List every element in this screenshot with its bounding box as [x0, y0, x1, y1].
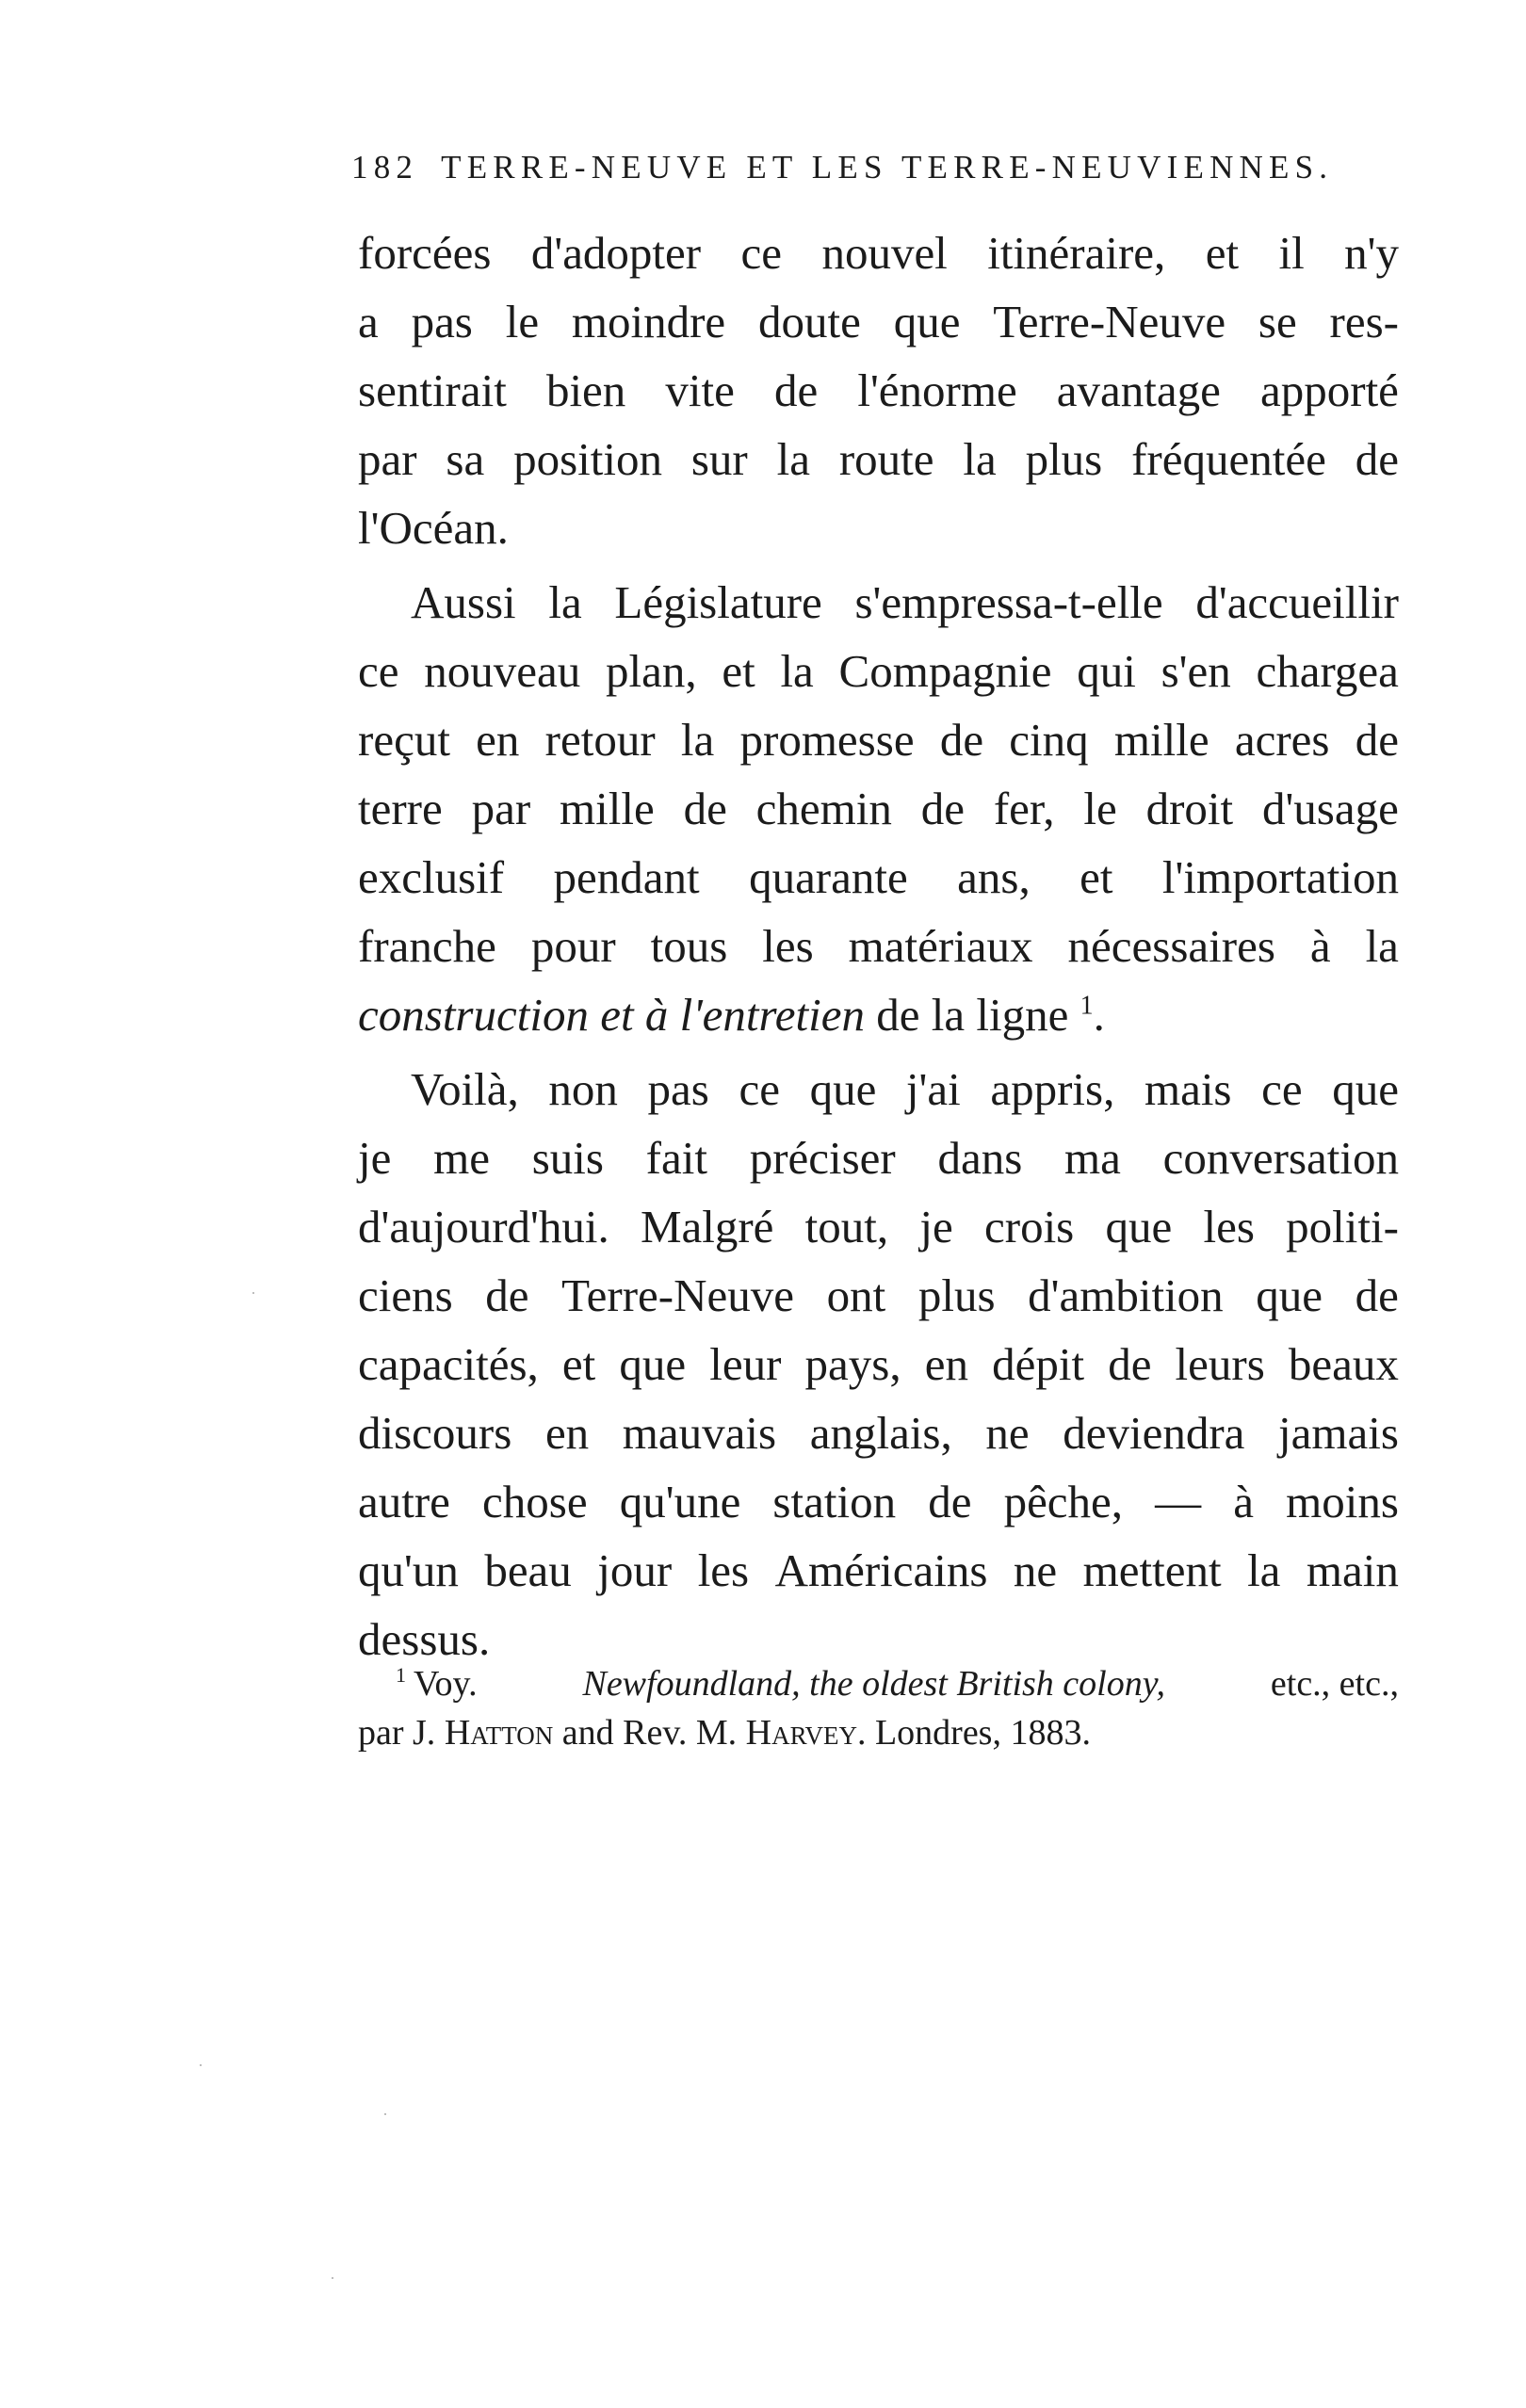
- scan-speck: [252, 1292, 254, 1294]
- footnote-par: par J.: [358, 1713, 436, 1753]
- running-title: TERRE-NEUVE ET LES TERRE-NEUVIENNES.: [441, 149, 1334, 186]
- text-line-with-note: [358, 980, 1399, 1049]
- text-line: qu'un beau jour les Américains ne mettent la main: [358, 1544, 1399, 1596]
- footnote-line-2: [358, 1708, 1399, 1757]
- text-line: d'aujourd'hui. Malgré tout, je crois que les politi-: [358, 1201, 1399, 1252]
- text-line: autre chose qu'une station de pêche, — à moins: [358, 1476, 1399, 1527]
- italic-phrase: construction et à l'entretien: [358, 989, 866, 1041]
- text-line: capacités, et que leur pays, en dépit de leurs beaux: [358, 1338, 1399, 1390]
- text-line: ciens de Terre-Neuve ont plus d'ambition que de: [358, 1269, 1399, 1321]
- line-end-punctuation: .: [1093, 989, 1105, 1041]
- text-line: sentirait bien vite de l'énorme avantage apporté: [358, 364, 1399, 416]
- footnote-marker: 1: [396, 1663, 406, 1688]
- text-line: forcées d'adopter ce nouvel itinéraire, et il n'y: [358, 227, 1399, 279]
- scan-speck: [332, 2277, 333, 2279]
- page-number: 182: [351, 149, 419, 186]
- text-line: l'Océan.: [358, 502, 509, 554]
- footnote-voy: Voy.: [414, 1664, 478, 1704]
- footnote-and: and Rev. M.: [561, 1713, 738, 1753]
- text-line: franche pour tous les matériaux nécessaires à la: [358, 920, 1399, 972]
- text-line: reçut en retour la promesse de cinq mille acres de: [358, 714, 1399, 766]
- paragraph-2: [358, 568, 1399, 1049]
- roman-phrase: de la ligne: [876, 989, 1069, 1041]
- running-head: [351, 151, 1388, 184]
- footnote-author-2: Harvey: [745, 1713, 857, 1753]
- body-text: [358, 218, 1399, 1673]
- paragraph-1: [358, 218, 1399, 562]
- scan-speck: [200, 2064, 202, 2066]
- footnote-book-title: Newfoundland, the oldest British colony,: [582, 1664, 1165, 1704]
- text-line: je me suis fait préciser dans ma conversation: [358, 1132, 1399, 1184]
- text-line: ce nouveau plan, et la Compagnie qui s'en chargea: [358, 645, 1399, 697]
- text-line: dessus.: [358, 1613, 491, 1665]
- text-line: terre par mille de chemin de fer, le droit d'usage: [358, 783, 1399, 834]
- text-line: discours en mauvais anglais, ne deviendra jamais: [358, 1407, 1399, 1459]
- text-line: Aussi la Législature s'empressa-t-elle d'accueillir: [411, 576, 1399, 628]
- footnote-line-1: [358, 1659, 1399, 1708]
- footnote-etc: etc., etc.,: [1270, 1664, 1399, 1704]
- footnote: [358, 1659, 1399, 1757]
- text-line: par sa position sur la route la plus fréquentée de: [358, 433, 1399, 485]
- footnote-reference[interactable]: 1: [1080, 991, 1094, 1021]
- footnote-place-year: . Londres, 1883.: [856, 1713, 1091, 1753]
- text-line: exclusif pendant quarante ans, et l'importation: [358, 851, 1399, 903]
- scan-speck: [384, 2113, 386, 2115]
- footnote-author-1: Hatton: [444, 1713, 554, 1753]
- paragraph-3: [358, 1055, 1399, 1673]
- text-line: Voilà, non pas ce que j'ai appris, mais ce que: [411, 1063, 1399, 1115]
- text-line: a pas le moindre doute que Terre-Neuve se res-: [358, 296, 1399, 347]
